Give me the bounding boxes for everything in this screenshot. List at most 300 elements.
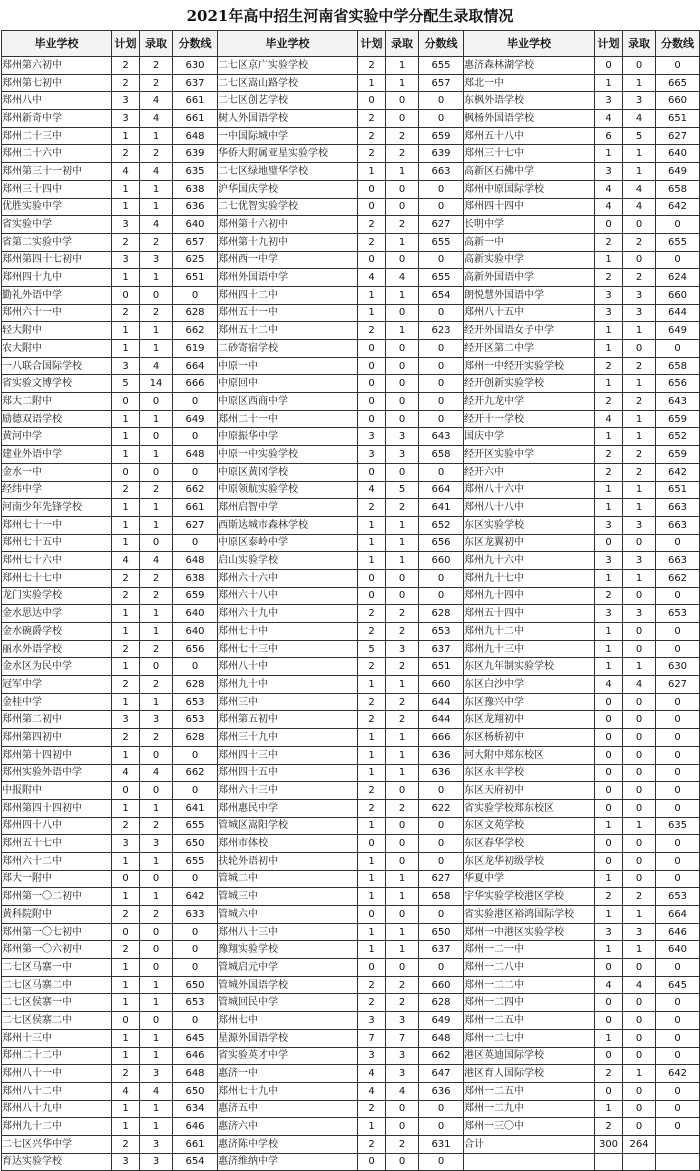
value-cell: 1	[140, 322, 173, 340]
value-cell: 640	[173, 605, 218, 623]
value-cell: 651	[656, 481, 700, 499]
value-cell: 1	[623, 1065, 656, 1083]
table-row	[2, 233, 700, 251]
value-cell: 1	[358, 286, 386, 304]
value-cell: 3	[595, 92, 623, 110]
value-cell: 1	[595, 74, 623, 92]
value-cell: 1	[140, 269, 173, 287]
value-cell: 3	[140, 711, 173, 729]
school-cell: 郑州惠民中学	[218, 799, 358, 817]
value-cell: 652	[656, 428, 700, 446]
value-cell: 1	[140, 1118, 173, 1136]
school-cell: 郑州启智中学	[218, 499, 358, 517]
value-cell: 0	[140, 1012, 173, 1030]
value-cell: 2	[140, 145, 173, 163]
value-cell: 2	[140, 587, 173, 605]
column-header: 录取	[623, 31, 656, 57]
value-cell: 655	[419, 57, 464, 75]
school-cell: 郑州九十二中	[464, 623, 595, 641]
value-cell: 1	[386, 57, 419, 75]
school-cell: 豫翔实验学校	[218, 941, 358, 959]
value-cell: 2	[386, 799, 419, 817]
value-cell: 2	[112, 587, 140, 605]
value-cell: 0	[656, 852, 700, 870]
value-cell: 0	[656, 623, 700, 641]
school-cell: 郑州六十三中	[218, 782, 358, 800]
value-cell: 627	[656, 676, 700, 694]
value-cell: 4	[595, 676, 623, 694]
value-cell: 2	[595, 888, 623, 906]
school-cell: 二七区侯寨二中	[2, 1012, 112, 1030]
value-cell: 1	[112, 799, 140, 817]
value-cell: 4	[358, 1082, 386, 1100]
value-cell: 2	[386, 711, 419, 729]
school-cell: 郑州四十二中	[218, 286, 358, 304]
value-cell: 1	[623, 941, 656, 959]
value-cell: 0	[623, 1047, 656, 1065]
value-cell: 4	[140, 163, 173, 181]
school-cell: 郑州八十八中	[464, 499, 595, 517]
value-cell: 4	[386, 269, 419, 287]
school-cell: 东区春华学校	[464, 835, 595, 853]
value-cell: 1	[358, 534, 386, 552]
school-cell: 二七区创艺学校	[218, 92, 358, 110]
school-cell: 郑大二附中	[2, 393, 112, 411]
value-cell: 0	[595, 835, 623, 853]
value-cell: 634	[173, 1100, 218, 1118]
value-cell: 0	[173, 534, 218, 552]
table-row	[2, 587, 700, 605]
value-cell: 3	[386, 446, 419, 464]
school-cell: 河大附中郑东校区	[464, 746, 595, 764]
school-cell: 郑州五十二中	[218, 322, 358, 340]
value-cell: 649	[419, 1012, 464, 1030]
value-cell: 651	[419, 658, 464, 676]
value-cell: 2	[386, 976, 419, 994]
value-cell: 1	[140, 888, 173, 906]
table-row	[2, 870, 700, 888]
value-cell: 0	[386, 463, 419, 481]
school-cell: 省实验中学	[2, 216, 112, 234]
school-cell: 郑州一二五中	[464, 1082, 595, 1100]
value-cell: 0	[656, 57, 700, 75]
column-header: 毕业学校	[218, 31, 358, 57]
school-cell: 中原回中	[218, 375, 358, 393]
value-cell: 1	[595, 870, 623, 888]
value-cell: 5	[386, 481, 419, 499]
column-header: 计划	[112, 31, 140, 57]
value-cell: 0	[656, 835, 700, 853]
value-cell: 4	[112, 1082, 140, 1100]
value-cell: 0	[419, 782, 464, 800]
value-cell: 2	[140, 74, 173, 92]
school-cell: 经开创新实验学校	[464, 375, 595, 393]
value-cell: 2	[112, 729, 140, 747]
value-cell: 2	[358, 976, 386, 994]
value-cell: 0	[419, 92, 464, 110]
value-cell: 0	[140, 923, 173, 941]
school-cell: 郑州一二二中	[464, 976, 595, 994]
value-cell: 648	[173, 1065, 218, 1083]
value-cell: 0	[623, 835, 656, 853]
value-cell: 1	[112, 446, 140, 464]
value-cell: 0	[386, 1118, 419, 1136]
value-cell: 1	[386, 286, 419, 304]
table-row	[2, 976, 700, 994]
value-cell: 644	[419, 693, 464, 711]
value-cell: 649	[656, 322, 700, 340]
value-cell: 1	[595, 499, 623, 517]
school-cell: 郑州九十四中	[464, 587, 595, 605]
value-cell: 661	[173, 92, 218, 110]
value-cell: 658	[656, 357, 700, 375]
value-cell: 0	[419, 959, 464, 977]
value-cell: 1	[140, 446, 173, 464]
value-cell: 2	[358, 658, 386, 676]
school-cell: 东区龙翔初中	[464, 711, 595, 729]
value-cell: 0	[358, 906, 386, 924]
value-cell: 662	[173, 764, 218, 782]
table-row	[2, 852, 700, 870]
value-cell: 661	[173, 1135, 218, 1153]
table-row	[2, 729, 700, 747]
school-cell: 郑州第十四初中	[2, 746, 112, 764]
value-cell: 0	[623, 852, 656, 870]
school-cell: 郑州九十六中	[464, 552, 595, 570]
value-cell: 648	[419, 1029, 464, 1047]
value-cell: 661	[173, 499, 218, 517]
value-cell: 0	[656, 534, 700, 552]
school-cell: 冠军中学	[2, 676, 112, 694]
value-cell: 0	[595, 57, 623, 75]
value-cell: 3	[112, 357, 140, 375]
school-cell: 郑州八十五中	[464, 304, 595, 322]
value-cell: 659	[656, 446, 700, 464]
value-cell: 4	[358, 481, 386, 499]
value-cell: 2	[140, 906, 173, 924]
school-cell: 郑州九十三中	[464, 640, 595, 658]
value-cell: 635	[173, 163, 218, 181]
school-cell: 郑州第三十一初中	[2, 163, 112, 181]
value-cell: 2	[358, 782, 386, 800]
value-cell: 1	[623, 906, 656, 924]
school-cell: 一中国际城中学	[218, 127, 358, 145]
value-cell: 3	[112, 251, 140, 269]
school-cell: 郑州七十一中	[2, 516, 112, 534]
value-cell: 642	[173, 888, 218, 906]
school-cell: 郑州四十四中	[464, 198, 595, 216]
school-cell: 启山实验学校	[218, 552, 358, 570]
school-cell: 二七区京广实验学校	[218, 57, 358, 75]
value-cell: 0	[656, 994, 700, 1012]
value-cell: 2	[140, 676, 173, 694]
column-header: 分数线	[419, 31, 464, 57]
value-cell: 644	[656, 304, 700, 322]
school-cell: 东区白沙中学	[464, 676, 595, 694]
value-cell: 643	[419, 428, 464, 446]
table-row	[2, 198, 700, 216]
value-cell: 2	[386, 1135, 419, 1153]
value-cell: 4	[595, 976, 623, 994]
value-cell: 3	[623, 552, 656, 570]
school-cell: 郑州实验外语中学	[2, 764, 112, 782]
value-cell: 2	[595, 587, 623, 605]
value-cell: 0	[140, 870, 173, 888]
value-cell: 0	[386, 375, 419, 393]
value-cell: 640	[656, 145, 700, 163]
value-cell: 5	[358, 640, 386, 658]
value-cell: 2	[112, 233, 140, 251]
school-cell: 省实验文博学校	[2, 375, 112, 393]
school-cell: 优胜实验中学	[2, 198, 112, 216]
value-cell: 0	[358, 569, 386, 587]
value-cell: 3	[595, 516, 623, 534]
school-cell: 港区育人国际学校	[464, 1065, 595, 1083]
value-cell: 0	[595, 782, 623, 800]
value-cell: 1	[358, 888, 386, 906]
value-cell: 2	[595, 393, 623, 411]
school-cell: 郑州三十九中	[218, 729, 358, 747]
value-cell: 2	[623, 463, 656, 481]
value-cell: 0	[386, 817, 419, 835]
value-cell: 0	[358, 1153, 386, 1171]
value-cell: 653	[419, 623, 464, 641]
value-cell: 2	[595, 463, 623, 481]
document-title: 2021年高中招生河南省实验中学分配生录取情况	[186, 7, 514, 25]
school-cell: 惠济六中	[218, 1118, 358, 1136]
value-cell: 0	[386, 92, 419, 110]
table-row	[2, 481, 700, 499]
school-cell: 惠济五中	[218, 1100, 358, 1118]
value-cell: 1	[623, 658, 656, 676]
school-cell: 惠济维纳中学	[218, 1153, 358, 1171]
value-cell: 1	[623, 428, 656, 446]
table-row	[2, 269, 700, 287]
value-cell: 2	[112, 1065, 140, 1083]
value-cell: 635	[656, 817, 700, 835]
table-row	[2, 1082, 700, 1100]
value-cell: 658	[419, 888, 464, 906]
table-row	[2, 817, 700, 835]
value-cell: 2	[112, 57, 140, 75]
table-row	[2, 393, 700, 411]
school-cell: 郑州第一〇二初中	[2, 888, 112, 906]
value-cell: 3	[623, 605, 656, 623]
value-cell: 638	[173, 180, 218, 198]
value-cell: 628	[173, 729, 218, 747]
school-cell: 郑州七十中	[218, 623, 358, 641]
value-cell: 2	[623, 393, 656, 411]
value-cell: 0	[623, 959, 656, 977]
value-cell: 3	[358, 446, 386, 464]
value-cell: 1	[112, 198, 140, 216]
school-cell: 宇华实验学校港区学校	[464, 888, 595, 906]
value-cell: 0	[656, 251, 700, 269]
school-cell: 郑州西一中学	[218, 251, 358, 269]
school-cell: 高新区石佛中学	[464, 163, 595, 181]
value-cell: 1	[386, 516, 419, 534]
value-cell: 0	[386, 304, 419, 322]
value-cell: 3	[623, 92, 656, 110]
school-cell: 郑州一三〇中	[464, 1118, 595, 1136]
value-cell: 660	[656, 286, 700, 304]
school-cell: 郑州第四十四初中	[2, 799, 112, 817]
school-cell: 郑州七中	[218, 1012, 358, 1030]
value-cell: 651	[656, 110, 700, 128]
value-cell: 2	[595, 233, 623, 251]
value-cell: 648	[173, 127, 218, 145]
value-cell: 4	[112, 163, 140, 181]
table-row	[2, 799, 700, 817]
school-cell: 金水区为民中学	[2, 658, 112, 676]
value-cell: 3	[112, 216, 140, 234]
value-cell: 2	[358, 127, 386, 145]
value-cell: 2	[386, 693, 419, 711]
school-cell: 郑州七十七中	[2, 569, 112, 587]
value-cell: 0	[623, 640, 656, 658]
value-cell: 0	[140, 428, 173, 446]
value-cell: 0	[419, 569, 464, 587]
value-cell: 3	[358, 1012, 386, 1030]
value-cell: 1	[623, 375, 656, 393]
value-cell: 2	[358, 605, 386, 623]
value-cell: 0	[623, 1100, 656, 1118]
value-cell: 650	[173, 1082, 218, 1100]
value-cell: 1	[386, 233, 419, 251]
value-cell: 1	[112, 428, 140, 446]
table-row	[2, 322, 700, 340]
value-cell: 0	[173, 782, 218, 800]
value-cell: 659	[173, 587, 218, 605]
value-cell: 650	[173, 976, 218, 994]
value-cell: 654	[419, 286, 464, 304]
value-cell: 7	[386, 1029, 419, 1047]
column-header: 录取	[386, 31, 419, 57]
value-cell: 627	[656, 127, 700, 145]
value-cell: 5	[623, 127, 656, 145]
school-cell: 郑州一二四中	[464, 994, 595, 1012]
value-cell: 0	[419, 852, 464, 870]
school-cell: 黄科院附中	[2, 906, 112, 924]
value-cell: 3	[140, 1065, 173, 1083]
value-cell: 1	[358, 1118, 386, 1136]
value-cell: 0	[623, 693, 656, 711]
value-cell: 1	[358, 746, 386, 764]
value-cell: 1	[623, 817, 656, 835]
value-cell: 0	[419, 340, 464, 358]
value-cell: 627	[419, 216, 464, 234]
value-cell: 1	[623, 481, 656, 499]
table-row	[2, 428, 700, 446]
value-cell: 4	[623, 180, 656, 198]
value-cell: 1	[595, 817, 623, 835]
value-cell: 0	[140, 782, 173, 800]
value-cell: 1	[140, 340, 173, 358]
value-cell: 1	[140, 1100, 173, 1118]
table-row	[2, 835, 700, 853]
table-row	[2, 906, 700, 924]
value-cell: 0	[386, 1153, 419, 1171]
value-cell: 3	[623, 923, 656, 941]
value-cell: 4	[595, 180, 623, 198]
value-cell: 1	[112, 959, 140, 977]
school-cell: 合计	[464, 1135, 595, 1153]
school-cell: 二七区侯寨一中	[2, 994, 112, 1012]
value-cell: 1	[140, 994, 173, 1012]
table-row	[2, 1012, 700, 1030]
value-cell: 0	[386, 357, 419, 375]
value-cell: 0	[419, 463, 464, 481]
value-cell: 1	[140, 693, 173, 711]
table-row	[2, 446, 700, 464]
value-cell: 4	[386, 1082, 419, 1100]
school-cell: 郑州七十六中	[2, 552, 112, 570]
value-cell: 0	[656, 746, 700, 764]
value-cell: 639	[173, 145, 218, 163]
value-cell: 1	[140, 198, 173, 216]
value-cell: 1	[112, 693, 140, 711]
school-cell: 西斯达城市森林学校	[218, 516, 358, 534]
value-cell: 0	[623, 711, 656, 729]
value-cell: 628	[419, 994, 464, 1012]
value-cell: 0	[656, 782, 700, 800]
school-cell: 二七优智实验学校	[218, 198, 358, 216]
school-cell: 郑州五十八中	[464, 127, 595, 145]
value-cell: 3	[386, 1065, 419, 1083]
school-cell: 省实验学校郑东校区	[464, 799, 595, 817]
value-cell: 654	[173, 1153, 218, 1171]
value-cell: 1	[595, 375, 623, 393]
value-cell: 2	[112, 817, 140, 835]
value-cell: 1	[386, 163, 419, 181]
value-cell: 661	[173, 110, 218, 128]
school-cell: 中原一中实验学校	[218, 446, 358, 464]
value-cell: 0	[419, 375, 464, 393]
value-cell: 0	[623, 799, 656, 817]
value-cell: 658	[419, 446, 464, 464]
school-cell: 东区永丰学校	[464, 764, 595, 782]
column-header: 分数线	[173, 31, 218, 57]
school-cell: 郑州二十六中	[2, 145, 112, 163]
school-cell: 郑州四十八中	[2, 817, 112, 835]
value-cell: 4	[623, 198, 656, 216]
school-cell: 郑州六十九中	[218, 605, 358, 623]
school-cell: 郑州五十七中	[2, 835, 112, 853]
school-cell: 农大附中	[2, 340, 112, 358]
value-cell: 264	[623, 1135, 656, 1153]
value-cell: 0	[140, 534, 173, 552]
value-cell: 1	[386, 322, 419, 340]
value-cell: 644	[419, 711, 464, 729]
table-row	[2, 534, 700, 552]
school-cell: 郑州九十中	[218, 676, 358, 694]
school-cell: 郑州八十六中	[464, 481, 595, 499]
value-cell: 0	[386, 340, 419, 358]
value-cell: 637	[419, 640, 464, 658]
table-row	[2, 658, 700, 676]
value-cell: 0	[358, 410, 386, 428]
value-cell: 0	[595, 764, 623, 782]
value-cell: 0	[386, 569, 419, 587]
school-cell: 丽水外语学校	[2, 640, 112, 658]
value-cell: 4	[358, 1065, 386, 1083]
school-cell: 金水碗爵学校	[2, 623, 112, 641]
school-cell: 高新一中	[464, 233, 595, 251]
value-cell: 2	[140, 57, 173, 75]
value-cell: 1	[386, 764, 419, 782]
value-cell: 1	[112, 127, 140, 145]
value-cell: 2	[140, 233, 173, 251]
